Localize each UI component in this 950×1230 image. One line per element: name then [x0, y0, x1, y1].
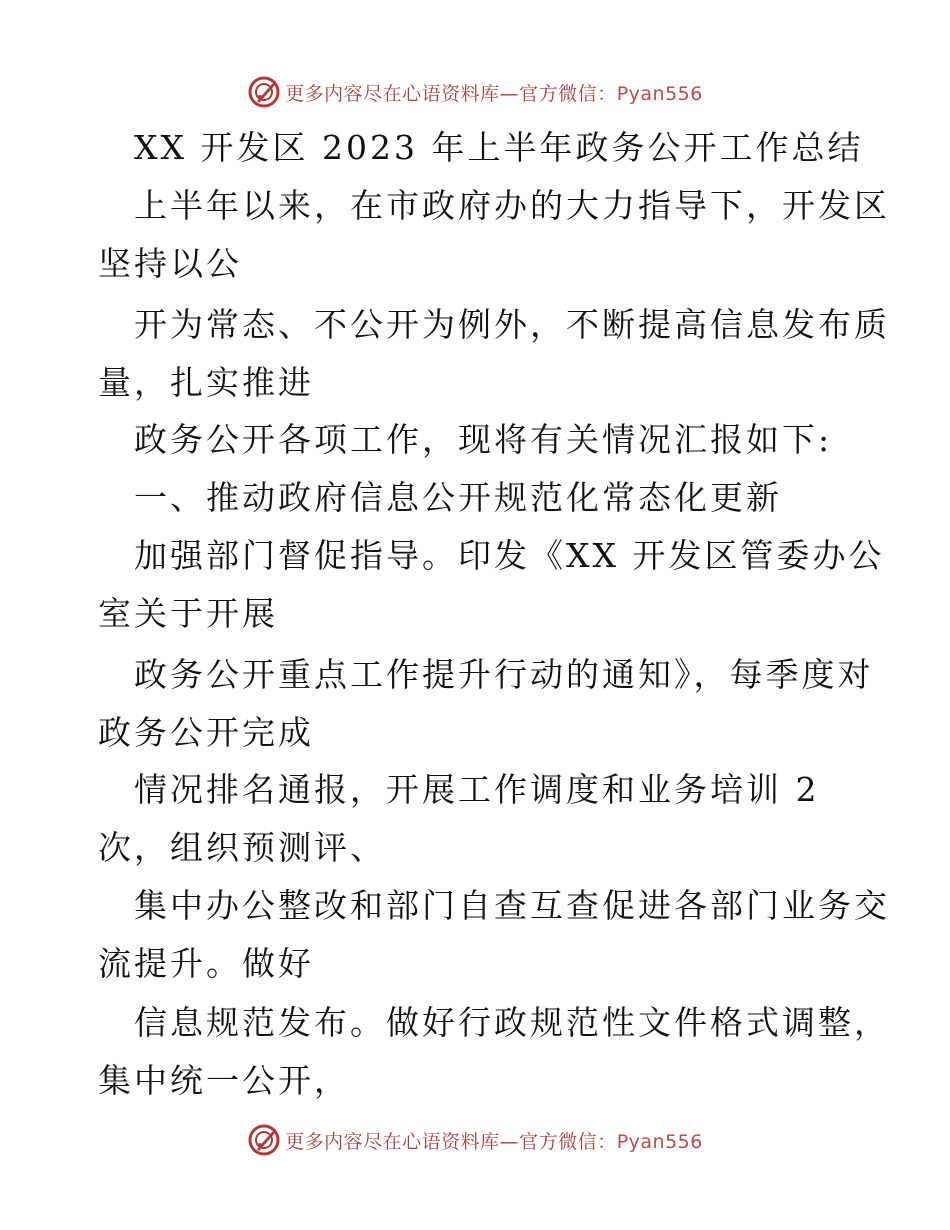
document-title: XX 开发区 2023 年上半年政务公开工作总结 [134, 128, 864, 167]
logo-icon [247, 1123, 281, 1157]
paragraph-line: 政务公开重点工作提升行动的通知》，每季度对 [134, 655, 874, 694]
paragraph-line: 量，扎实推进 [98, 363, 314, 402]
paragraph-line: 上半年以来，在市政府办的大力指导下，开发区 [134, 186, 890, 225]
paragraph-line: 政务公开各项工作，现将有关情况汇报如下: [134, 420, 833, 459]
paragraph-line: 政务公开完成 [98, 713, 314, 752]
paragraph-line: 信息规范发布。做好行政规范性文件格式调整， [134, 1003, 890, 1042]
section-heading: 一、推动政府信息公开规范化常态化更新 [134, 478, 782, 517]
paragraph-line: 集中统一公开， [98, 1061, 350, 1100]
paragraph-line: 加强部门督促指导。印发《XX 开发区管委办公 [134, 536, 885, 575]
paragraph-line: 次，组织预测评、 [98, 828, 386, 867]
paragraph-line: 坚持以公 [98, 244, 242, 283]
paragraph-line: 情况排名通报，开展工作调度和业务培训 2 [134, 770, 820, 809]
watermark-text: 更多内容尽在心语资料库—官方微信：Pyan556 [285, 82, 703, 105]
watermark-text: 更多内容尽在心语资料库—官方微信：Pyan556 [285, 1130, 703, 1153]
paragraph-line: 集中办公整改和部门自查互查促进各部门业务交 [134, 886, 890, 925]
paragraph-line: 流提升。做好 [98, 944, 314, 983]
footer-watermark [0, 1120, 950, 1160]
paragraph-line: 室关于开展 [98, 594, 278, 633]
paragraph-line: 开为常态、不公开为例外，不断提高信息发布质 [134, 305, 890, 344]
